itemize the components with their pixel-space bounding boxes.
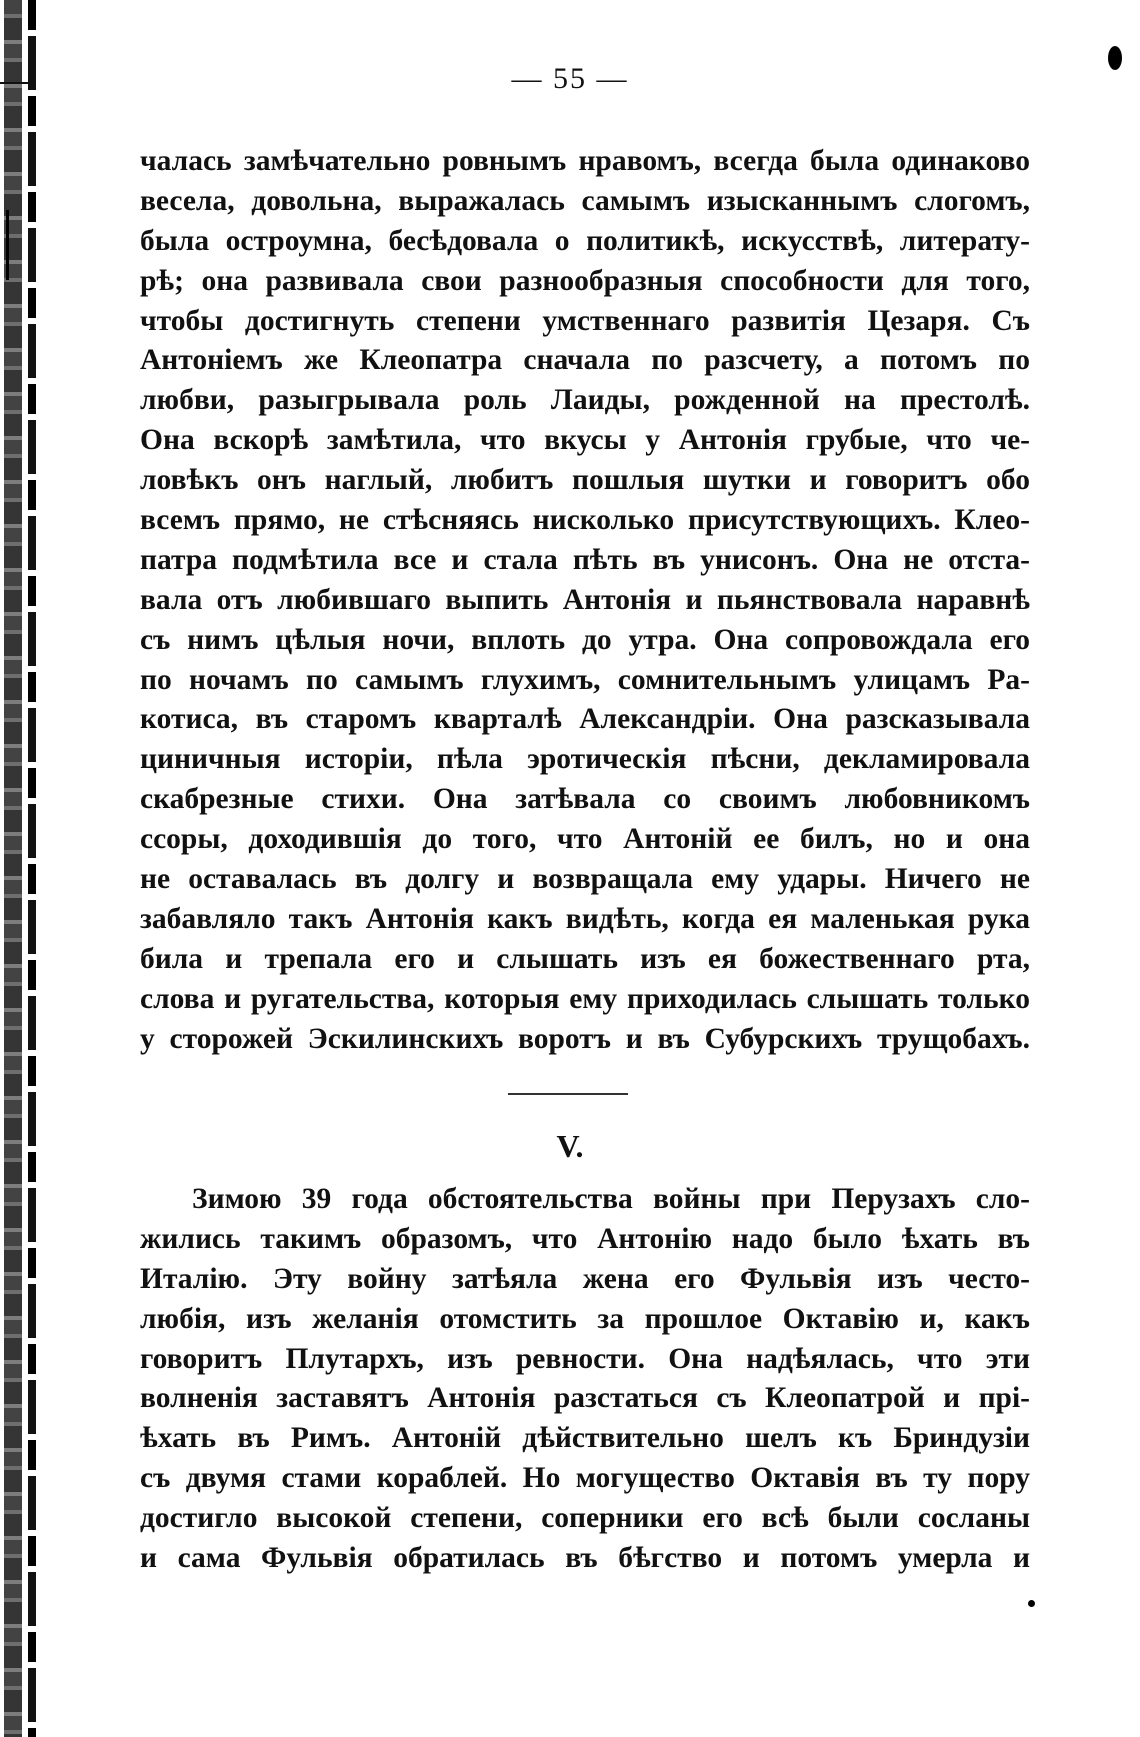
text-line: била и трепала его и слышать изъ ея божественнаго рта, bbox=[140, 942, 1030, 975]
binding-tick bbox=[6, 210, 9, 280]
text-line: вала отъ любившаго выпить Антонія и пьянствовала наравнѣ bbox=[140, 583, 1030, 616]
ink-spot-bottom bbox=[1028, 1600, 1035, 1607]
text-line: Антоніемъ же Клеопатра сначала по разсчету, а потомъ по bbox=[140, 344, 1030, 377]
section-divider bbox=[508, 1093, 628, 1095]
text-line: была остроумна, бесѣдовала о политикѣ, искусствѣ, литерату- bbox=[140, 224, 1030, 257]
text-line: Италію. Эту войну затѣяла жена его Фульвія изъ често- bbox=[140, 1262, 1030, 1295]
text-line: ѣхать въ Римъ. Антоній дѣйствительно шелъ къ Бриндузіи bbox=[140, 1422, 1030, 1455]
text-line: котиса, въ старомъ кварталѣ Александріи. Она разсказывала bbox=[140, 703, 1030, 736]
text-line: весела, довольна, выражалась самымъ изысканнымъ слогомъ, bbox=[140, 184, 1030, 217]
text-line: съ нимъ цѣлыя ночи, вплоть до утра. Она сопровождала его bbox=[140, 623, 1030, 656]
text-line: не оставалась въ долгу и возвращала ему удары. Ничего не bbox=[140, 863, 1030, 896]
section-heading: V. bbox=[556, 1128, 584, 1164]
text-line: слова и ругательства, которыя ему приходилась слышать только bbox=[140, 982, 1030, 1015]
text-line: волненія заставятъ Антонія разстаться съ Клеопатрой и прі- bbox=[140, 1382, 1030, 1415]
text-line: циничныя исторіи, пѣла эротическія пѣсни, декламировала bbox=[140, 743, 1030, 776]
text-line: рѣ; она развивала свои разнообразныя способности для того, bbox=[140, 264, 1030, 297]
text-line: ловѣкъ онъ наглый, любитъ пошлыя шутки и говоритъ обо bbox=[140, 464, 1030, 497]
text-line: и сама Фульвія обратилась въ бѣгство и потомъ умерла и bbox=[140, 1542, 1030, 1575]
text-line: всемъ прямо, не стѣсняясь нисколько присутствующихъ. Клео- bbox=[140, 504, 1030, 537]
text-line: достигло высокой степени, соперники его всѣ были сосланы bbox=[140, 1502, 1030, 1535]
text-line: Зимою 39 года обстоятельства войны при Перузахъ сло- bbox=[192, 1183, 1030, 1215]
text-line: по ночамъ по самымъ глухимъ, сомнительнымъ улицамъ Ра- bbox=[140, 663, 1030, 696]
text-line: съ двумя стами кораблей. Но могущество Октавія въ ту пору bbox=[140, 1462, 1030, 1495]
text-line: патра подмѣтила все и стала пѣть въ унисонъ. Она не отста- bbox=[140, 543, 1030, 576]
text-line: у сторожей Эскилинскихъ воротъ и въ Субурскихъ трущобахъ. bbox=[140, 1022, 1030, 1055]
text-line: скабрезные стихи. Она затѣвала со своимъ любовникомъ bbox=[140, 783, 1030, 816]
text-line: говоритъ Плутархъ, изъ ревности. Она надѣялась, что эти bbox=[140, 1342, 1030, 1375]
text-line: Она вскорѣ замѣтила, что вкусы у Антонія грубые, что че- bbox=[140, 424, 1030, 457]
paragraph-continuation bbox=[140, 142, 1030, 1059]
binding-shadow-inner bbox=[28, 0, 36, 1737]
page-binding-edge bbox=[0, 0, 60, 1737]
text-line: жились такимъ образомъ, что Антонію надо было ѣхать въ bbox=[140, 1222, 1030, 1255]
text-line: чалась замѣчательно ровнымъ нравомъ, всегда была одинаково bbox=[140, 145, 1030, 177]
text-line: любія, изъ желанія отомстить за прошлое Октавію и, какъ bbox=[140, 1302, 1030, 1335]
text-line: любви, разыгрывала роль Лаиды, рожденной на престолѣ. bbox=[140, 384, 1030, 417]
text-line: ссоры, доходившія до того, что Антоній ее билъ, но и она bbox=[140, 823, 1030, 856]
page-number: — 55 — bbox=[511, 62, 629, 95]
text-line: забавляло такъ Антонія какъ видѣть, когда ея маленькая рука bbox=[140, 902, 1030, 935]
text-line: чтобы достигнуть степени умственнаго развитія Цезаря. Съ bbox=[140, 304, 1030, 337]
paragraph-section-v bbox=[140, 1180, 1030, 1579]
